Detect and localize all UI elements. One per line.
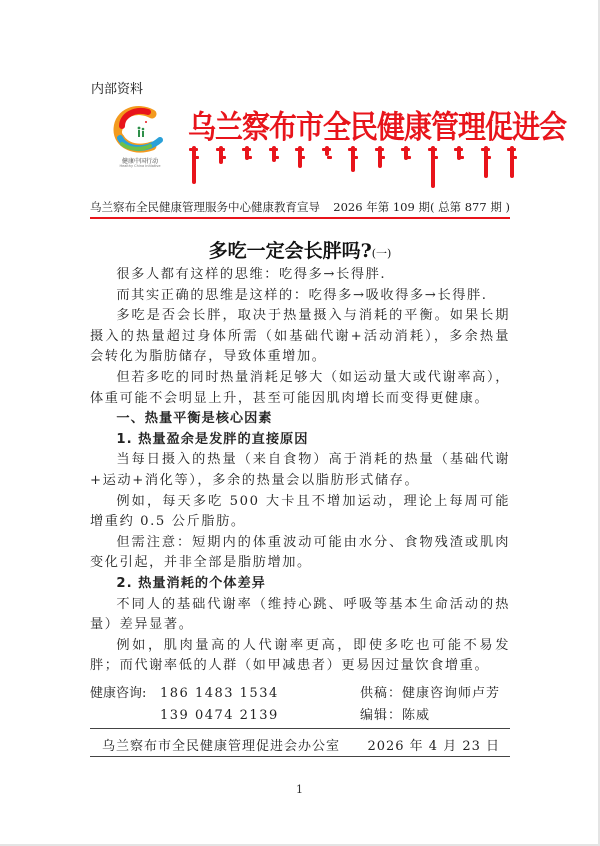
paragraph: 但需注意：短期内的体重波动可能由水分、食物残渣或肌肉变化引起，并非全部是脂肪增加。	[90, 534, 510, 571]
paragraph: 不同人的基础代谢率（维持心跳、呼吸等基本生命活动的热量）差异显著。	[90, 596, 510, 633]
paragraph: 当每日摄入的热量（来自食物）高于消耗的热量（基础代谢+运动+消化等），多余的热量会以脂肪形式储存。	[90, 452, 510, 488]
page-number: 1	[296, 783, 303, 796]
phone-number: 139 0474 2139	[160, 708, 279, 723]
editor: 编辑：陈威	[360, 708, 431, 723]
contributor: 供稿：健康咨询师卢芳	[360, 686, 501, 701]
publish-date: 2026 年 4 月 23 日	[367, 739, 500, 754]
subsection-heading: 2. 热量消耗的个体差异	[116, 575, 266, 591]
paragraph: 例如，肌肉量高的人代谢率更高，即使多吃也可能不易发胖；而代谢率低的人群（如甲减患者）更易因过量饮食增重。	[90, 637, 510, 674]
footer-divider-top	[90, 728, 510, 729]
paragraph: 很多人都有这样的思维：吃得多→长得胖.	[116, 267, 387, 282]
footer	[102, 735, 500, 754]
article-title-text: 多吃一定会长胖吗?	[208, 240, 372, 262]
healthy-china-logo-icon	[108, 104, 172, 176]
contact-label: 健康咨询:	[90, 686, 147, 701]
mongolian-script-title	[192, 146, 514, 188]
issue-bar	[90, 199, 510, 215]
phone-number: 186 1483 1534	[160, 686, 279, 701]
article-title	[0, 236, 600, 263]
section-heading: 一、热量平衡是核心因素	[116, 411, 273, 427]
header-divider	[90, 217, 510, 219]
paragraph: 但若多吃的同时热量消耗足够大（如运动量大或代谢率高），体重可能不会明显上升，甚至可能因肌肉增长而变得更健康。	[90, 369, 510, 406]
article-body	[90, 265, 510, 677]
contact-block	[90, 683, 510, 727]
logo-caption: 健康中国行动	[121, 158, 158, 165]
organization-title: 乌兰察布市全民健康管理促进会	[188, 108, 567, 146]
footer-divider-bottom	[90, 756, 510, 757]
issue-number: 2026 年第 109 期( 总第 877 期 )	[333, 200, 510, 214]
paragraph: 例如，每天多吃 500 大卡且不增加运动，理论上每周可能增重约 0.5 公斤脂肪。	[90, 493, 510, 530]
classification-label: 内部资料	[91, 82, 144, 97]
paragraph: 多吃是否会长胖，取决于热量摄入与消耗的平衡。如果长期摄入的热量超过身体所需（如基础代谢+活动消耗），多余热量会转化为脂肪储存，导致体重增加。	[90, 308, 510, 365]
paragraph: 而其实正确的思维是这样的：吃得多→吸收得多→长得胖.	[116, 287, 488, 303]
publisher-label: 乌兰察布全民健康管理服务中心健康教育宣导	[90, 200, 320, 214]
logo-subcaption: Healthy China Initiative	[119, 164, 161, 168]
subsection-heading: 1. 热量盈余是发胖的直接原因	[116, 431, 309, 447]
article-part: (一)	[371, 247, 392, 260]
office-name: 乌兰察布市全民健康管理促进会办公室	[102, 739, 341, 754]
